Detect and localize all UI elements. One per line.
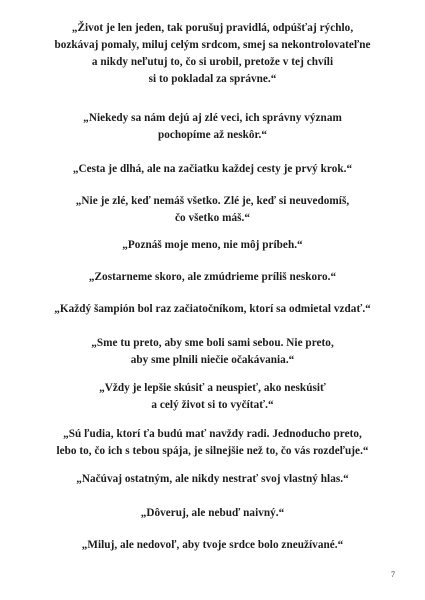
quote-line: „Každý šampión bol raz začiatočníkom, ktorí sa odmietal vzdať.“ — [54, 303, 371, 315]
quote-line: „Miluj, ale nedovoľ, aby tvoje srdce bolo zneužívané.“ — [81, 539, 344, 551]
quote-line: „Sú ľudia, ktorí ťa budú mať navždy radi. Jednoducho preto, — [63, 428, 362, 440]
quote-line: „Nie je zlé, keď nemáš všetko. Zlé je, keď si neuvedomíš, — [75, 195, 350, 207]
quote-line: a celý život si to vyčítať.“ — [151, 399, 274, 411]
quote-block — [40, 301, 385, 318]
quote-block — [40, 193, 385, 227]
quote-line: pochopíme až neskôr.“ — [157, 129, 268, 141]
quote-block — [40, 335, 385, 369]
quote-line: „Sme tu preto, aby sme boli sami sebou. Nie preto, — [91, 337, 334, 349]
quote-line: si to pokladal za správne.“ — [148, 73, 277, 85]
quote-line: a nikdy neľutuj to, čo si urobil, pretože v tej chvíli — [91, 56, 334, 68]
quote-line: „Život je len jeden, tak porušuj pravidlá, odpúšťaj rýchlo, — [71, 22, 354, 34]
quote-block — [40, 380, 385, 414]
quote-line: čo všetko máš.“ — [174, 212, 250, 224]
quote-block — [40, 20, 385, 88]
quote-line: „Dôveruj, ale nebuď naivný.“ — [140, 507, 285, 519]
quote-line: „Niekedy sa nám dejú aj zlé veci, ich správny význam — [83, 112, 342, 124]
quote-block — [40, 237, 385, 254]
quote-line: „Cesta je dlhá, ale na začiatku každej cesty je prvý krok.“ — [72, 163, 353, 175]
quote-block — [40, 537, 385, 554]
quote-block — [40, 269, 385, 286]
page-number: 7 — [391, 570, 395, 579]
quote-line: „Vždy je lepšie skúsiť a neuspieť, ako neskúsiť — [99, 382, 326, 394]
quote-line: lebo to, čo ich s tebou spája, je silnejšie než to, čo vás rozdeľuje.“ — [56, 445, 369, 457]
quote-block — [40, 110, 385, 144]
quote-line: „Načúvaj ostatným, ale nikdy nestrať svoj vlastný hlas.“ — [76, 473, 349, 485]
quote-line: aby sme plnili niečie očakávania.“ — [130, 354, 295, 366]
quote-block — [40, 471, 385, 488]
quote-line: „Poznáš moje meno, nie môj príbeh.“ — [122, 239, 303, 251]
quote-block — [40, 505, 385, 522]
quote-block — [40, 426, 385, 460]
quote-line: bozkávaj pomaly, miluj celým srdcom, smej sa nekontrolovateľne — [54, 39, 371, 51]
quote-block — [40, 161, 385, 178]
quote-line: „Zostarneme skoro, ale zmúdrieme príliš neskoro.“ — [88, 271, 337, 283]
